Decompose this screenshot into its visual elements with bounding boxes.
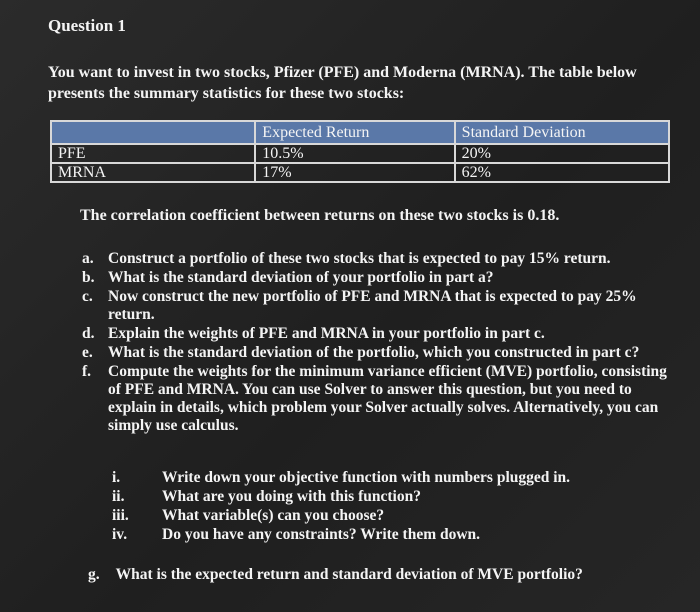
list-item <box>82 325 672 343</box>
table-row <box>51 163 669 182</box>
list-marker: a. <box>82 250 94 267</box>
sub-list-marker: ii. <box>112 488 125 505</box>
table-row <box>51 144 669 163</box>
header-cell-expected-return: Expected Return <box>255 121 454 144</box>
final-question <box>88 566 678 584</box>
sub-list-item <box>112 488 672 506</box>
table-header-row <box>51 121 669 144</box>
sub-list-item <box>112 507 672 525</box>
list-marker: d. <box>82 325 95 342</box>
list-item <box>82 250 672 268</box>
list-marker: g. <box>88 566 100 583</box>
sub-list-text: Do you have any constraints? Write them down. <box>162 526 481 543</box>
cell-expected-return: 17% <box>255 163 454 182</box>
list-item <box>82 288 672 324</box>
list-text: What is the expected return and standard deviation of MVE portfolio? <box>115 566 583 583</box>
sub-list-text: What are you doing with this function? <box>162 488 421 505</box>
list-marker: c. <box>82 288 93 305</box>
correlation-statement: The correlation coefficient between returns on these two stocks is 0.18. <box>80 207 560 224</box>
list-marker: e. <box>82 344 93 361</box>
sub-list-text: What variable(s) can you choose? <box>162 507 385 524</box>
list-text: Now construct the new portfolio of PFE and MRNA that is expected to pay 25% return. <box>108 288 637 323</box>
sub-list-marker: iv. <box>112 526 128 543</box>
intro-paragraph: You want to invest in two stocks, Pfizer (PFE) and Moderna (MRNA). The table below presents the summary statistics for these two stocks: <box>48 64 637 102</box>
list-text: What is the standard deviation of your portfolio in part a? <box>108 269 494 286</box>
question-title: Question 1 <box>48 16 126 35</box>
header-cell-standard-deviation: Standard Deviation <box>455 121 669 144</box>
list-item <box>82 269 672 287</box>
header-cell-empty <box>51 121 255 144</box>
sub-list-item <box>112 469 672 487</box>
list-item <box>82 344 672 362</box>
list-text: Compute the weights for the minimum variance efficient (MVE) portfolio, consisting of PFE and MRNA. You can use Solver to answer this question, but you need to explain in details, which problem your Solver actually solves. Alternatively, you can simply use calculus. <box>108 363 667 434</box>
list-text: Construct a portfolio of these two stocks that is expected to pay 15% return. <box>108 250 611 267</box>
sub-question-list <box>112 469 672 545</box>
sub-list-text: Write down your objective function with numbers plugged in. <box>162 469 571 486</box>
list-marker: b. <box>82 269 95 286</box>
list-text: What is the standard deviation of the portfolio, which you constructed in part c? <box>108 344 640 361</box>
summary-statistics-table <box>50 120 670 183</box>
list-item <box>82 363 672 435</box>
sub-list-marker: i. <box>112 469 121 486</box>
cell-standard-deviation: 20% <box>455 144 669 163</box>
list-marker: f. <box>82 363 92 380</box>
list-text: Explain the weights of PFE and MRNA in your portfolio in part c. <box>108 325 545 342</box>
cell-standard-deviation: 62% <box>455 163 669 182</box>
sub-list-item <box>112 526 672 544</box>
question-list <box>82 250 672 436</box>
cell-stock-name: PFE <box>51 144 255 163</box>
cell-expected-return: 10.5% <box>255 144 454 163</box>
sub-list-marker: iii. <box>112 507 129 524</box>
cell-stock-name: MRNA <box>51 163 255 182</box>
